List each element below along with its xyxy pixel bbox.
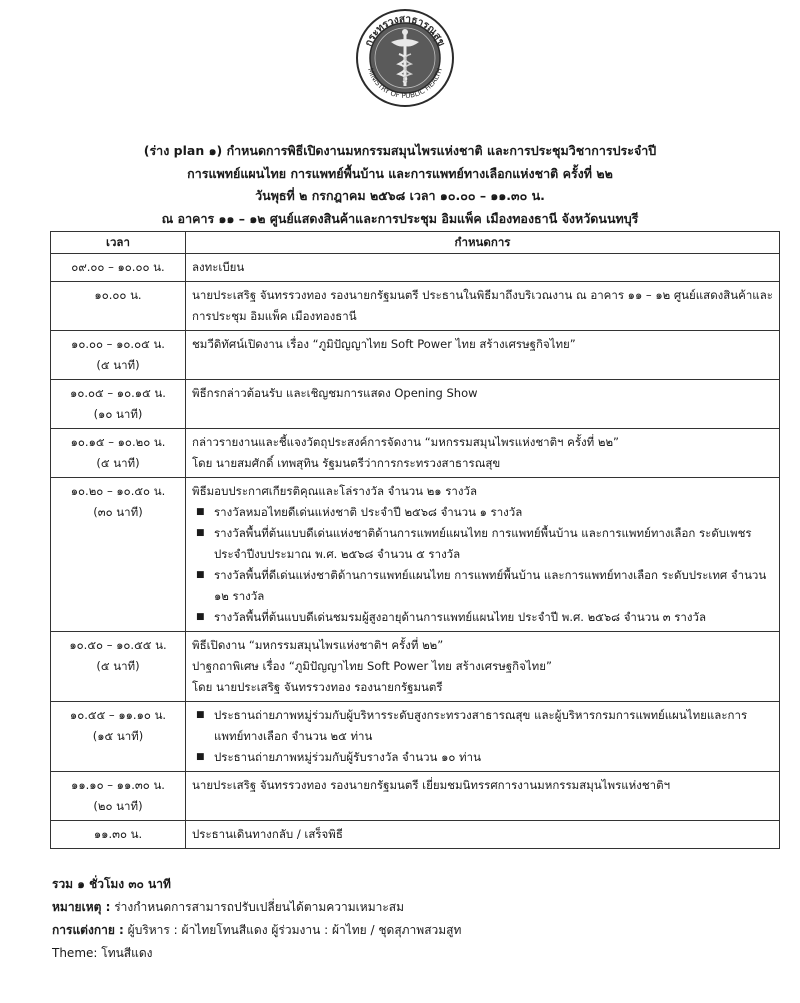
title-line-1: (ร่าง plan ๑) กำหนดการพิธีเปิดงานมหกรรมสมุนไพรแห่งชาติ และการประชุมวิชาการประจำปี xyxy=(143,143,657,158)
award-list xyxy=(192,502,773,628)
duration: (๕ นาที) xyxy=(96,358,140,372)
time-cell xyxy=(51,772,186,821)
time-range: ๑๐.๒๐ – ๑๐.๕๐ น. xyxy=(70,484,166,498)
table-header-row xyxy=(51,232,780,254)
list-item: ■ รางวัลพื้นที่ดีเด่นแห่งชาติด้านการแพทย์แผนไทย การแพทย์พื้นบ้าน และการแพทย์ทางเลือก ระดับประเทศ จำนวน ๑๒ รางวัล xyxy=(214,565,773,607)
time-range: ๑๐.๑๕ – ๑๐.๒๐ น. xyxy=(70,435,166,449)
table-row xyxy=(51,772,780,821)
table-row xyxy=(51,702,780,772)
title-line-2: การแพทย์แผนไทย การแพทย์พื้นบ้าน และการแพทย์ทางเลือกแห่งชาติ ครั้งที่ ๒๒ xyxy=(187,165,613,181)
duration: (๑๕ นาที) xyxy=(92,729,144,743)
duration: (๒๐ นาที) xyxy=(93,799,143,813)
agenda-cell xyxy=(186,478,780,632)
award-list xyxy=(192,705,773,768)
theme-line: Theme: โทนสีแดง xyxy=(52,946,153,960)
remark-line xyxy=(52,896,461,919)
document-title xyxy=(40,140,760,230)
list-item: ■ ประธานถ่ายภาพหมู่ร่วมกับผู้รับรางวัล จำนวน ๑๐ ท่าน xyxy=(214,747,773,768)
time-range: ๑๐.๐๐ – ๑๐.๐๕ น. xyxy=(71,337,165,351)
time-range: ๑๐.๕๕ – ๑๑.๑๐ น. xyxy=(69,708,167,722)
duration: (๑๐ นาที) xyxy=(93,407,143,421)
agenda-text: ชมวีดิทัศน์เปิดงาน เรื่อง “ภูมิปัญญาไทย Soft Power ไทย สร้างเศรษฐกิจไทย” xyxy=(192,337,576,351)
agenda-text: นายประเสริฐ จันทรรวงทอง รองนายกรัฐมนตรี ประธานในพิธีมาถึงบริเวณงาน ณ อาคาร ๑๑ – ๑๒ ศูนย์แสดงสินค้าและการประชุม อิมแพ็ค เมืองทองธานี xyxy=(192,288,773,323)
time-range: ๐๙.๐๐ – ๑๐.๐๐ น. xyxy=(71,260,165,274)
duration: (๓๐ นาที) xyxy=(93,505,143,519)
dress-code-label: การแต่งกาย : xyxy=(52,923,124,937)
agenda-cell xyxy=(186,380,780,429)
time-cell xyxy=(51,380,186,429)
remark-label: หมายเหตุ : xyxy=(52,900,111,914)
time-range: ๑๑.๑๐ – ๑๑.๓๐ น. xyxy=(71,778,165,792)
footer-notes xyxy=(52,873,461,965)
table-row xyxy=(51,331,780,380)
svg-text:MINISTRY OF PUBLIC HEALTH: MINISTRY OF PUBLIC HEALTH xyxy=(366,67,444,101)
time-range: ๑๐.๕๐ – ๑๐.๕๕ น. xyxy=(69,638,167,652)
time-cell xyxy=(51,282,186,331)
dress-code-text: ผู้บริหาร : ผ้าไทยโทนสีแดง ผู้ร่วมงาน : ผ้าไทย / ชุดสุภาพสวมสูท xyxy=(123,923,462,937)
time-cell xyxy=(51,821,186,849)
time-cell xyxy=(51,702,186,772)
header-agenda: กำหนดการ xyxy=(186,232,780,254)
list-item: ■ รางวัลพื้นที่ต้นแบบดีเด่นแห่งชาติด้านการแพทย์แผนไทย การแพทย์พื้นบ้าน และการแพทย์ทางเลือก ระดับเพชร ประจำปีงบประมาณ พ.ศ. ๒๕๖๘ จำนวน ๕ รางวัล xyxy=(214,523,773,565)
time-cell xyxy=(51,478,186,632)
table-row xyxy=(51,478,780,632)
time-cell xyxy=(51,254,186,282)
duration: (๕ นาที) xyxy=(96,659,140,673)
list-item: ■ ประธานถ่ายภาพหมู่ร่วมกับผู้บริหารระดับสูงกระทรวงสาธารณสุข และผู้บริหารกรมการแพทย์แผนไทยและการแพทย์ทางเลือก จำนวน ๒๕ ท่าน xyxy=(214,705,773,747)
agenda-cell xyxy=(186,772,780,821)
agenda-text: พิธีกรกล่าวต้อนรับ และเชิญชมการแสดง Opening Show xyxy=(192,386,478,400)
time-cell xyxy=(51,331,186,380)
time-cell xyxy=(51,429,186,478)
svg-text:กระทรวงสาธารณสุข: กระทรวงสาธารณสุข xyxy=(363,13,447,49)
agenda-cell xyxy=(186,282,780,331)
dress-code-line xyxy=(52,919,461,942)
time-range: ๑๑.๓๐ น. xyxy=(93,827,143,841)
agenda-text: โดย นายสมศักดิ์ เทพสุทิน รัฐมนตรีว่าการกระทรวงสาธารณสุข xyxy=(192,456,501,470)
duration: (๕ นาที) xyxy=(96,456,140,470)
table-row xyxy=(51,254,780,282)
remark-text: ร่างกำหนดการสามารถปรับเปลี่ยนได้ตามความเหมาะสม xyxy=(110,900,405,914)
time-cell xyxy=(51,632,186,702)
table-row xyxy=(51,429,780,478)
agenda-text: นายประเสริฐ จันทรรวงทอง รองนายกรัฐมนตรี เยี่ยมชมนิทรรศการงานมหกรรมสมุนไพรแห่งชาติฯ xyxy=(192,778,671,792)
table-row xyxy=(51,632,780,702)
table-row xyxy=(51,380,780,429)
agenda-text: ประธานเดินทางกลับ / เสร็จพิธี xyxy=(192,827,343,841)
time-range: ๑๐.๐๕ – ๑๐.๑๕ น. xyxy=(70,386,166,400)
agenda-cell xyxy=(186,702,780,772)
agenda-text: ลงทะเบียน xyxy=(192,260,245,274)
list-item: ■ รางวัลพื้นที่ต้นแบบดีเด่นชมรมผู้สูงอายุด้านการแพทย์แผนไทย ประจำปี พ.ศ. ๒๕๖๘ จำนวน ๓ รางวัล xyxy=(214,607,773,628)
schedule-body xyxy=(51,254,780,849)
schedule-table xyxy=(50,231,780,849)
table-row xyxy=(51,821,780,849)
time-range: ๑๐.๐๐ น. xyxy=(94,288,142,302)
total-duration xyxy=(52,873,461,896)
agenda-cell xyxy=(186,632,780,702)
header-time: เวลา xyxy=(51,232,186,254)
agenda-text: พิธีเปิดงาน “มหกรรมสมุนไพรแห่งชาติฯ ครั้งที่ ๒๒” xyxy=(192,638,444,652)
agenda-cell xyxy=(186,331,780,380)
title-line-4: ณ อาคาร ๑๑ – ๑๒ ศูนย์แสดงสินค้าและการประชุม อิมแพ็ค เมืองทองธานี จังหวัดนนทบุรี xyxy=(161,210,639,226)
agenda-text: กล่าวรายงานและชี้แจงวัตถุประสงค์การจัดงาน “มหกรรมสมุนไพรแห่งชาติฯ ครั้งที่ ๒๒” xyxy=(192,435,620,449)
list-item: ■ รางวัลหมอไทยดีเด่นแห่งชาติ ประจำปี ๒๕๖๘ จำนวน ๑ รางวัล xyxy=(214,502,773,523)
agenda-text: ปาฐกถาพิเศษ เรื่อง “ภูมิปัญญาไทย Soft Power ไทย สร้างเศรษฐกิจไทย” xyxy=(192,659,552,673)
ministry-seal-logo xyxy=(355,8,455,108)
agenda-cell xyxy=(186,821,780,849)
agenda-cell xyxy=(186,429,780,478)
table-row xyxy=(51,282,780,331)
agenda-cell xyxy=(186,254,780,282)
total-duration-text: รวม ๑ ชั่วโมง ๓๐ นาที xyxy=(52,877,171,891)
agenda-text: พิธีมอบประกาศเกียรติคุณและโล่รางวัล จำนวน ๒๑ รางวัล xyxy=(192,484,477,498)
title-line-3: วันพุธที่ ๒ กรกฎาคม ๒๕๖๘ เวลา ๑๐.๐๐ – ๑๑.๓๐ น. xyxy=(255,188,545,203)
agenda-text: โดย นายประเสริฐ จันทรรวงทอง รองนายกรัฐมนตรี xyxy=(192,680,443,694)
